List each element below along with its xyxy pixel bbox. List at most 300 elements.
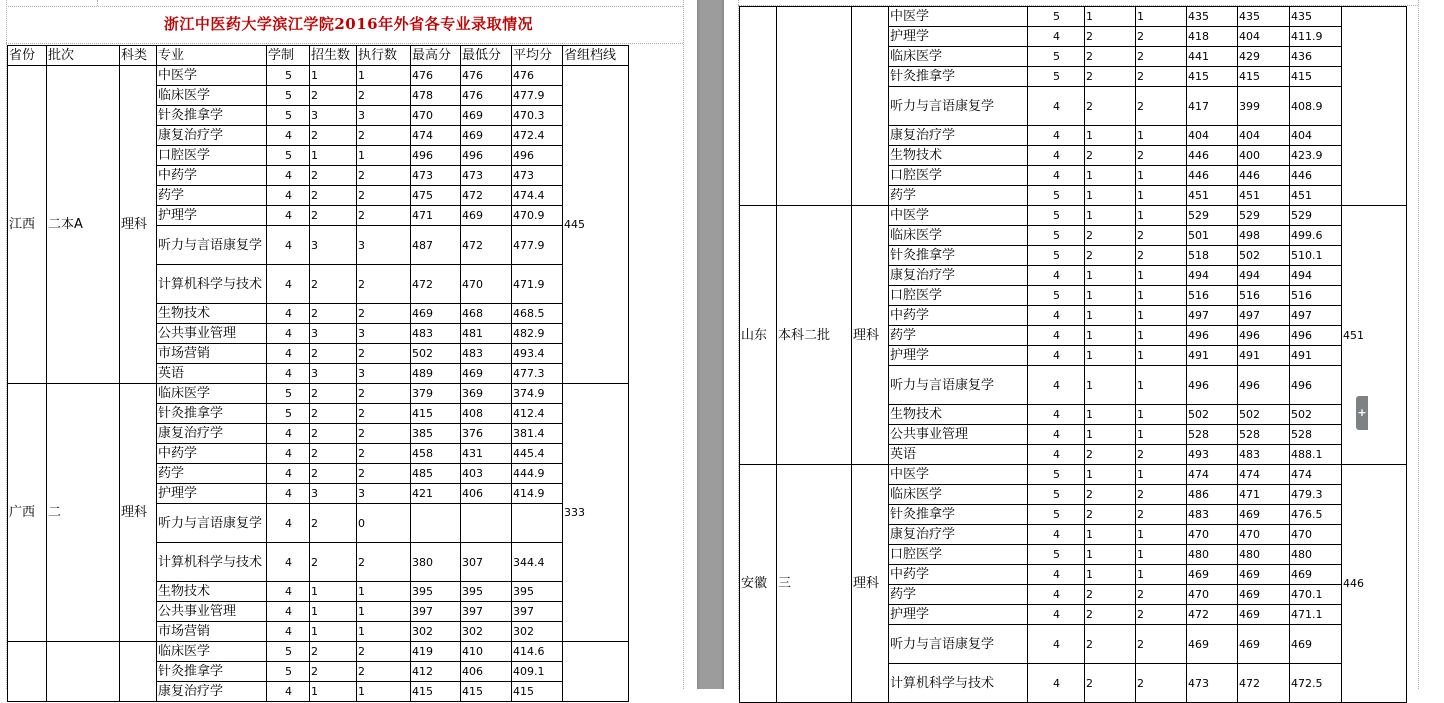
avg-score-cell: 471.1 <box>1290 605 1342 625</box>
major-cell: 中药学 <box>889 565 1028 585</box>
max-score-cell: 497 <box>1187 306 1238 326</box>
max-score-cell: 491 <box>1187 346 1238 366</box>
avg-score-cell: 451 <box>1290 186 1342 206</box>
exec-cell: 1 <box>357 146 411 166</box>
exec-cell: 2 <box>357 543 411 582</box>
admission-table-left <box>7 45 629 702</box>
avg-score-cell: 381.4 <box>512 424 563 444</box>
min-score-cell: 376 <box>461 424 512 444</box>
major-cell: 药学 <box>157 464 267 484</box>
exec-cell: 2 <box>357 404 411 424</box>
avg-score-cell: 516 <box>1290 286 1342 306</box>
major-cell: 生物技术 <box>889 146 1028 166</box>
max-score-cell: 487 <box>411 226 461 265</box>
years-cell: 5 <box>1028 286 1085 306</box>
max-score-cell: 415 <box>411 682 461 702</box>
max-score-cell: 451 <box>1187 186 1238 206</box>
exec-cell: 3 <box>357 484 411 504</box>
min-score-cell: 474 <box>1238 465 1290 485</box>
max-score-cell: 415 <box>1187 67 1238 87</box>
min-score-cell: 408 <box>461 404 512 424</box>
years-cell: 4 <box>1028 27 1085 47</box>
max-score-cell: 458 <box>411 444 461 464</box>
enroll-cell: 1 <box>310 66 357 86</box>
avg-score-cell: 476.5 <box>1290 505 1342 525</box>
exec-cell: 1 <box>1136 525 1187 545</box>
document-title: 浙江中医药大学滨江学院2016年外省各专业录取情况 <box>163 15 534 33</box>
major-cell: 药学 <box>889 585 1028 605</box>
batch-cell: 二本A <box>47 66 120 384</box>
avg-score-cell: 476 <box>512 66 563 86</box>
max-score-cell: 415 <box>411 404 461 424</box>
min-score-cell: 446 <box>1238 166 1290 186</box>
max-score-cell: 476 <box>411 66 461 86</box>
major-cell: 临床医学 <box>157 642 267 662</box>
major-cell: 公共事业管理 <box>157 602 267 622</box>
max-score-cell: 302 <box>411 622 461 642</box>
min-score-cell: 406 <box>461 662 512 682</box>
max-score-cell: 480 <box>1187 545 1238 565</box>
avg-score-cell: 395 <box>512 582 563 602</box>
avg-score-cell: 468.5 <box>512 304 563 324</box>
years-cell: 5 <box>1028 226 1085 246</box>
max-score-cell: 518 <box>1187 246 1238 266</box>
years-cell: 4 <box>267 484 310 504</box>
min-score-cell: 496 <box>1238 366 1290 405</box>
max-score-cell: 474 <box>1187 465 1238 485</box>
major-cell: 英语 <box>157 364 267 384</box>
avg-score-cell: 412.4 <box>512 404 563 424</box>
line-score-cell <box>1342 7 1407 206</box>
major-cell: 中药学 <box>157 444 267 464</box>
exec-cell: 3 <box>357 364 411 384</box>
enroll-cell: 3 <box>310 324 357 344</box>
page-gutter <box>697 0 724 689</box>
province-cell: 江西 <box>8 66 47 384</box>
max-score-cell: 470 <box>411 106 461 126</box>
max-score-cell: 379 <box>411 384 461 404</box>
enroll-cell: 1 <box>1085 326 1136 346</box>
years-cell: 4 <box>1028 366 1085 405</box>
max-score-cell: 516 <box>1187 286 1238 306</box>
max-score-cell: 494 <box>1187 266 1238 286</box>
min-score-cell: 307 <box>461 543 512 582</box>
major-cell: 针灸推拿学 <box>157 662 267 682</box>
column-header: 专业 <box>157 46 267 66</box>
min-score-cell: 404 <box>1238 27 1290 47</box>
exec-cell: 2 <box>1136 246 1187 266</box>
years-cell: 5 <box>267 384 310 404</box>
years-cell: 4 <box>267 126 310 146</box>
years-cell: 5 <box>267 106 310 126</box>
major-cell: 康复治疗学 <box>157 424 267 444</box>
min-score-cell: 471 <box>1238 485 1290 505</box>
enroll-cell: 1 <box>310 146 357 166</box>
years-cell: 4 <box>267 464 310 484</box>
category-cell: 理科 <box>120 66 157 384</box>
major-cell: 公共事业管理 <box>889 425 1028 445</box>
exec-cell: 1 <box>1136 7 1187 27</box>
min-score-cell: 397 <box>461 602 512 622</box>
exec-cell: 2 <box>357 642 411 662</box>
category-cell: 理科 <box>120 384 157 642</box>
enroll-cell: 3 <box>310 364 357 384</box>
exec-cell: 2 <box>357 186 411 206</box>
years-cell: 4 <box>1028 126 1085 146</box>
years-cell: 4 <box>1028 445 1085 465</box>
min-score-cell: 473 <box>461 166 512 186</box>
min-score-cell: 472 <box>1238 664 1290 703</box>
min-score-cell: 497 <box>1238 306 1290 326</box>
avg-score-cell <box>512 504 563 543</box>
min-score-cell: 496 <box>461 146 512 166</box>
enroll-cell: 2 <box>1085 445 1136 465</box>
enroll-cell: 2 <box>1085 27 1136 47</box>
min-score-cell: 415 <box>461 682 512 702</box>
major-cell: 市场营销 <box>157 622 267 642</box>
exec-cell: 1 <box>357 622 411 642</box>
min-score-cell: 516 <box>1238 286 1290 306</box>
years-cell: 4 <box>1028 425 1085 445</box>
years-cell: 4 <box>267 166 310 186</box>
max-score-cell: 475 <box>411 186 461 206</box>
exec-cell: 3 <box>357 226 411 265</box>
avg-score-cell: 469 <box>1290 625 1342 664</box>
major-cell: 公共事业管理 <box>157 324 267 344</box>
avg-score-cell: 423.9 <box>1290 146 1342 166</box>
avg-score-cell: 404 <box>1290 126 1342 146</box>
major-cell: 口腔医学 <box>889 286 1028 306</box>
exec-cell: 2 <box>1136 605 1187 625</box>
enroll-cell: 2 <box>1085 246 1136 266</box>
side-expand-tab[interactable]: + <box>1356 396 1368 430</box>
enroll-cell: 2 <box>1085 485 1136 505</box>
major-cell: 中医学 <box>889 206 1028 226</box>
column-header: 最高分 <box>411 46 461 66</box>
avg-score-cell: 446 <box>1290 166 1342 186</box>
min-score-cell: 469 <box>1238 565 1290 585</box>
max-score-cell: 404 <box>1187 126 1238 146</box>
avg-score-cell: 474.4 <box>512 186 563 206</box>
max-score-cell: 380 <box>411 543 461 582</box>
margin-guide <box>1418 0 1419 689</box>
years-cell: 4 <box>267 424 310 444</box>
years-cell: 4 <box>1028 625 1085 664</box>
exec-cell: 1 <box>1136 206 1187 226</box>
years-cell: 4 <box>267 602 310 622</box>
exec-cell: 1 <box>1136 425 1187 445</box>
province-cell <box>8 642 47 702</box>
major-cell: 中药学 <box>889 306 1028 326</box>
major-cell: 计算机科学与技术 <box>157 543 267 582</box>
years-cell: 4 <box>267 344 310 364</box>
max-score-cell: 493 <box>1187 445 1238 465</box>
enroll-cell: 2 <box>310 265 357 304</box>
years-cell: 4 <box>1028 525 1085 545</box>
enroll-cell: 2 <box>1085 625 1136 664</box>
enroll-cell: 1 <box>310 622 357 642</box>
exec-cell: 1 <box>1136 186 1187 206</box>
avg-score-cell: 374.9 <box>512 384 563 404</box>
enroll-cell: 2 <box>310 662 357 682</box>
major-cell: 口腔医学 <box>889 545 1028 565</box>
years-cell: 4 <box>1028 565 1085 585</box>
min-score-cell: 480 <box>1238 545 1290 565</box>
major-cell: 药学 <box>889 186 1028 206</box>
column-header: 学制 <box>267 46 310 66</box>
province-cell: 安徽 <box>740 465 777 703</box>
enroll-cell: 2 <box>1085 87 1136 126</box>
exec-cell: 2 <box>357 126 411 146</box>
table-row <box>8 66 629 86</box>
line-score-cell: 451 <box>1342 206 1407 465</box>
years-cell: 4 <box>1028 326 1085 346</box>
min-score-cell: 470 <box>1238 525 1290 545</box>
avg-score-cell: 344.4 <box>512 543 563 582</box>
exec-cell: 2 <box>1136 625 1187 664</box>
enroll-cell: 3 <box>310 106 357 126</box>
min-score-cell: 483 <box>1238 445 1290 465</box>
years-cell: 4 <box>267 364 310 384</box>
enroll-cell: 2 <box>310 642 357 662</box>
enroll-cell: 2 <box>310 186 357 206</box>
avg-score-cell: 470.3 <box>512 106 563 126</box>
avg-score-cell: 415 <box>1290 67 1342 87</box>
years-cell: 4 <box>1028 146 1085 166</box>
years-cell: 5 <box>1028 505 1085 525</box>
max-score-cell: 435 <box>1187 7 1238 27</box>
column-header: 招生数 <box>310 46 357 66</box>
years-cell: 5 <box>1028 485 1085 505</box>
header-row <box>8 46 629 66</box>
margin-guide <box>6 6 683 7</box>
years-cell: 4 <box>1028 585 1085 605</box>
min-score-cell: 302 <box>461 622 512 642</box>
min-score-cell: 472 <box>461 226 512 265</box>
max-score-cell: 486 <box>1187 485 1238 505</box>
exec-cell: 2 <box>1136 47 1187 67</box>
enroll-cell: 2 <box>310 424 357 444</box>
batch-cell: 二 <box>47 384 120 642</box>
major-cell: 市场营销 <box>157 344 267 364</box>
enroll-cell: 1 <box>1085 565 1136 585</box>
min-score-cell: 496 <box>1238 326 1290 346</box>
category-cell: 理科 <box>852 465 889 703</box>
major-cell: 针灸推拿学 <box>889 505 1028 525</box>
avg-score-cell: 529 <box>1290 206 1342 226</box>
years-cell: 5 <box>1028 206 1085 226</box>
min-score-cell: 399 <box>1238 87 1290 126</box>
max-score-cell: 418 <box>1187 27 1238 47</box>
enroll-cell: 1 <box>1085 425 1136 445</box>
max-score-cell: 474 <box>411 126 461 146</box>
exec-cell: 3 <box>357 106 411 126</box>
min-score-cell: 476 <box>461 86 512 106</box>
avg-score-cell: 479.3 <box>1290 485 1342 505</box>
min-score-cell: 469 <box>1238 585 1290 605</box>
max-score-cell: 472 <box>411 265 461 304</box>
avg-score-cell: 302 <box>512 622 563 642</box>
min-score-cell: 400 <box>1238 146 1290 166</box>
major-cell: 护理学 <box>157 206 267 226</box>
avg-score-cell: 411.9 <box>1290 27 1342 47</box>
major-cell: 康复治疗学 <box>157 682 267 702</box>
major-cell: 临床医学 <box>157 86 267 106</box>
major-cell: 护理学 <box>889 346 1028 366</box>
exec-cell: 2 <box>357 444 411 464</box>
max-score-cell: 483 <box>1187 505 1238 525</box>
enroll-cell: 2 <box>310 404 357 424</box>
table-row <box>740 7 1407 27</box>
years-cell: 4 <box>267 582 310 602</box>
line-score-cell <box>563 642 629 702</box>
avg-score-cell: 415 <box>512 682 563 702</box>
min-score-cell: 403 <box>461 464 512 484</box>
exec-cell: 2 <box>1136 505 1187 525</box>
table-row <box>8 384 629 404</box>
years-cell: 5 <box>1028 67 1085 87</box>
years-cell: 4 <box>1028 664 1085 703</box>
years-cell: 5 <box>1028 246 1085 266</box>
avg-score-cell: 414.6 <box>512 642 563 662</box>
enroll-cell: 2 <box>310 444 357 464</box>
exec-cell: 2 <box>1136 585 1187 605</box>
table-row <box>8 642 629 662</box>
years-cell: 4 <box>1028 166 1085 186</box>
years-cell: 4 <box>1028 405 1085 425</box>
max-score-cell: 469 <box>411 304 461 324</box>
min-score-cell: 470 <box>461 265 512 304</box>
avg-score-cell: 502 <box>1290 405 1342 425</box>
min-score-cell: 404 <box>1238 126 1290 146</box>
enroll-cell: 2 <box>310 384 357 404</box>
avg-score-cell: 496 <box>512 146 563 166</box>
major-cell: 生物技术 <box>157 304 267 324</box>
years-cell: 4 <box>267 444 310 464</box>
exec-cell: 1 <box>1136 405 1187 425</box>
exec-cell: 1 <box>1136 266 1187 286</box>
enroll-cell: 1 <box>1085 7 1136 27</box>
min-score-cell: 498 <box>1238 226 1290 246</box>
exec-cell: 2 <box>1136 67 1187 87</box>
years-cell: 5 <box>1028 7 1085 27</box>
avg-score-cell: 397 <box>512 602 563 622</box>
exec-cell: 2 <box>357 304 411 324</box>
avg-score-cell: 491 <box>1290 346 1342 366</box>
max-score-cell: 496 <box>1187 326 1238 346</box>
exec-cell: 1 <box>357 682 411 702</box>
max-score-cell: 496 <box>411 146 461 166</box>
min-score-cell <box>461 504 512 543</box>
avg-score-cell: 444.9 <box>512 464 563 484</box>
max-score-cell: 478 <box>411 86 461 106</box>
exec-cell: 2 <box>357 384 411 404</box>
avg-score-cell: 472.4 <box>512 126 563 146</box>
exec-cell: 0 <box>357 504 411 543</box>
enroll-cell: 1 <box>1085 366 1136 405</box>
min-score-cell: 491 <box>1238 346 1290 366</box>
avg-score-cell: 473 <box>512 166 563 186</box>
enroll-cell: 2 <box>1085 664 1136 703</box>
major-cell: 针灸推拿学 <box>157 404 267 424</box>
exec-cell: 2 <box>357 166 411 186</box>
major-cell: 针灸推拿学 <box>157 106 267 126</box>
min-score-cell: 410 <box>461 642 512 662</box>
avg-score-cell: 496 <box>1290 326 1342 346</box>
enroll-cell: 2 <box>310 464 357 484</box>
enroll-cell: 2 <box>1085 67 1136 87</box>
max-score-cell: 502 <box>411 344 461 364</box>
line-score-cell: 445 <box>563 66 629 384</box>
major-cell: 中医学 <box>889 7 1028 27</box>
exec-cell: 2 <box>1136 445 1187 465</box>
max-score-cell: 501 <box>1187 226 1238 246</box>
major-cell: 中医学 <box>157 66 267 86</box>
years-cell: 4 <box>1028 605 1085 625</box>
min-score-cell: 469 <box>1238 625 1290 664</box>
years-cell: 4 <box>267 304 310 324</box>
enroll-cell: 2 <box>310 206 357 226</box>
exec-cell: 1 <box>357 66 411 86</box>
major-cell: 中医学 <box>889 465 1028 485</box>
major-cell: 计算机科学与技术 <box>889 664 1028 703</box>
years-cell: 4 <box>1028 346 1085 366</box>
min-score-cell: 469 <box>461 206 512 226</box>
major-cell: 护理学 <box>157 484 267 504</box>
major-cell: 生物技术 <box>157 582 267 602</box>
exec-cell: 2 <box>1136 27 1187 47</box>
avg-score-cell: 409.1 <box>512 662 563 682</box>
avg-score-cell: 471.9 <box>512 265 563 304</box>
major-cell: 护理学 <box>889 605 1028 625</box>
min-score-cell: 469 <box>1238 505 1290 525</box>
avg-score-cell: 510.1 <box>1290 246 1342 266</box>
enroll-cell: 3 <box>310 226 357 265</box>
min-score-cell: 469 <box>461 106 512 126</box>
major-cell: 听力与言语康复学 <box>889 87 1028 126</box>
exec-cell: 2 <box>357 424 411 444</box>
enroll-cell: 2 <box>310 543 357 582</box>
exec-cell: 1 <box>1136 306 1187 326</box>
min-score-cell: 528 <box>1238 425 1290 445</box>
avg-score-cell: 477.9 <box>512 86 563 106</box>
major-cell: 药学 <box>157 186 267 206</box>
years-cell: 4 <box>267 226 310 265</box>
enroll-cell: 1 <box>1085 286 1136 306</box>
min-score-cell: 395 <box>461 582 512 602</box>
years-cell: 4 <box>267 504 310 543</box>
enroll-cell: 1 <box>1085 166 1136 186</box>
years-cell: 5 <box>267 66 310 86</box>
line-score-cell: 333 <box>563 384 629 642</box>
min-score-cell: 451 <box>1238 186 1290 206</box>
min-score-cell: 415 <box>1238 67 1290 87</box>
min-score-cell: 483 <box>461 344 512 364</box>
column-header: 平均分 <box>512 46 563 66</box>
max-score-cell: 473 <box>411 166 461 186</box>
max-score-cell: 473 <box>1187 664 1238 703</box>
exec-cell: 2 <box>1136 664 1187 703</box>
province-cell: 广西 <box>8 384 47 642</box>
enroll-cell: 1 <box>1085 465 1136 485</box>
max-score-cell: 469 <box>1187 625 1238 664</box>
max-score-cell: 470 <box>1187 585 1238 605</box>
enroll-cell: 2 <box>1085 585 1136 605</box>
max-score-cell: 470 <box>1187 525 1238 545</box>
min-score-cell: 468 <box>461 304 512 324</box>
enroll-cell: 2 <box>310 86 357 106</box>
exec-cell: 1 <box>357 582 411 602</box>
